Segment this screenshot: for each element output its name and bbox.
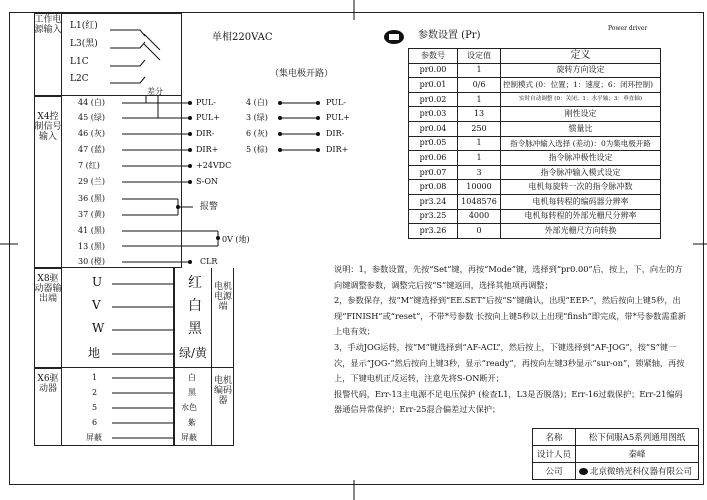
param-no: pr0.03 bbox=[409, 107, 458, 122]
table-row bbox=[409, 121, 661, 136]
note-2: 2，参数保存，按“M”键选择到“EE.SET”后按“S”键确认，出现“EEP-”，然后按向上键5秒，出现“FINISH”或“reset”，不带*号参数 长按向上键5秒以上出现“finsh”即完成，带*号参数需重新上电有效； bbox=[334, 295, 686, 337]
sig-dir-pos: DIR+ bbox=[196, 145, 219, 154]
param-value: 1 bbox=[458, 136, 501, 151]
pin-45: 45 (绿) bbox=[78, 113, 105, 122]
enc-pin-shield: 屏蔽 bbox=[86, 433, 102, 442]
pin-13: 13 (黑) bbox=[78, 242, 105, 251]
sig-clr: CLR bbox=[200, 257, 218, 266]
power-wiring bbox=[100, 20, 220, 90]
pin-l2c: L2C bbox=[70, 74, 89, 84]
param-def: 电机每旋转一次的指令脉冲数 bbox=[501, 180, 661, 195]
oc-sig-dir-pos: DIR+ bbox=[326, 145, 349, 154]
enc-pin-6: 6 bbox=[92, 418, 98, 427]
pin-37: 37 (黄) bbox=[78, 210, 105, 219]
param-value: 0 bbox=[458, 224, 501, 239]
encoder-side-label: 电机编码器 bbox=[213, 376, 232, 407]
pin-41: 41 (黑) bbox=[78, 226, 105, 235]
notes-block bbox=[334, 262, 690, 418]
param-no: pr0.00 bbox=[409, 63, 458, 78]
param-def: 指令脉冲输入模式设定 bbox=[501, 165, 661, 180]
param-def: 控制模式 (0：位置；1：速度；6：闭环控制) bbox=[501, 78, 661, 93]
param-no: pr0.05 bbox=[409, 136, 458, 151]
enc-cyan: 水色 bbox=[181, 403, 197, 412]
param-value: 1 bbox=[458, 151, 501, 166]
x4-power-title: 工作电源输入 bbox=[34, 15, 62, 36]
title-block bbox=[532, 428, 699, 480]
table-row bbox=[409, 78, 661, 93]
param-def: 指令脉冲输入选择 (差动)：0为集电极开路 bbox=[501, 136, 661, 151]
param-value: 4000 bbox=[458, 209, 501, 224]
table-row bbox=[409, 194, 661, 209]
sig-0v: 0V (地) bbox=[222, 235, 250, 244]
name-label: 名称 bbox=[533, 429, 576, 446]
oc-pin-3: 3 (绿) bbox=[246, 113, 268, 122]
motor-v: V bbox=[92, 298, 101, 312]
table-row bbox=[409, 107, 661, 122]
param-def: 刚性设定 bbox=[501, 107, 661, 122]
sig-dir-neg: DIR- bbox=[196, 129, 215, 138]
param-value: 10000 bbox=[458, 180, 501, 195]
oc-pin-5: 5 (棕) bbox=[246, 145, 268, 154]
param-value: 0/6 bbox=[458, 78, 501, 93]
pin-29: 29 (兰) bbox=[78, 177, 105, 186]
pin-44: 44 (白) bbox=[78, 98, 105, 107]
table-row bbox=[409, 180, 661, 195]
table-row bbox=[409, 165, 661, 180]
x4-signal-title: X4控制信号输入 bbox=[34, 112, 62, 143]
drawing-name: 松下伺服A5系列通用图纸 bbox=[576, 429, 699, 446]
company-cell bbox=[576, 463, 699, 480]
diff-label: 差分 bbox=[147, 87, 163, 96]
table-row bbox=[409, 224, 661, 239]
pin-l1: L1(红) bbox=[70, 21, 98, 31]
param-no: pr3.25 bbox=[409, 209, 458, 224]
table-row bbox=[409, 92, 661, 107]
note-3: 3，手动JOG运转，按“M”键选择到“AF-ACL”，然后按上，下键选择到“AF-JOG”，按“S”键一次，显示“JOG-”然后按向上键3秒，显示“ready”，再按向左键3秒显示“sur-on”，锁紧轴，再按上，下键电机正反运转，注意先将S-ON断开； bbox=[334, 341, 685, 384]
designer-name: 秦峰 bbox=[576, 446, 699, 463]
enc-pin-5: 5 bbox=[92, 403, 98, 412]
pin-30: 30 (橙) bbox=[78, 257, 105, 266]
table-row bbox=[409, 63, 661, 78]
designer-label: 设计人员 bbox=[533, 446, 576, 463]
table-row bbox=[409, 209, 661, 224]
param-no: pr0.01 bbox=[409, 78, 458, 93]
motor-white: 白 bbox=[188, 298, 202, 314]
motor-black: 黑 bbox=[188, 321, 202, 337]
param-no: pr3.24 bbox=[409, 194, 458, 209]
param-value: 1 bbox=[458, 63, 501, 78]
company-label: 公司 bbox=[533, 463, 576, 480]
note-4: 报警代码，Err-13主电源不足电压保护 (检查L1，L3是否脱落)；Err-16过载保护；Err-21编码器通信异常保护；Err-25混合偏差过大保护； bbox=[334, 388, 683, 415]
x6-title: X6驱动器 bbox=[37, 374, 59, 395]
param-value: 13 bbox=[458, 107, 501, 122]
table-row bbox=[409, 136, 661, 151]
enc-pin-1: 1 bbox=[92, 373, 98, 382]
param-no: pr0.07 bbox=[409, 165, 458, 180]
col-definition: 定义 bbox=[501, 49, 661, 64]
param-def: 电机每转程的编码器分辨率 bbox=[501, 194, 661, 209]
param-value: 1048576 bbox=[458, 194, 501, 209]
open-collector-label: （集电极开路） bbox=[270, 69, 334, 79]
motor-ground: 地 bbox=[88, 346, 101, 360]
pin-7: 7 (红) bbox=[78, 161, 100, 170]
motor-u: U bbox=[92, 275, 103, 289]
param-no: pr0.06 bbox=[409, 151, 458, 166]
note-1: 说明：1，参数设置，先按“Set”键，再按“Mode”键，选择到“pr0.00”后，按上，下，向左的方向键调整参数，调整完后按“S”键返回，选择其他项再调整； bbox=[334, 264, 683, 290]
sig-pul-neg: PUL- bbox=[196, 98, 216, 107]
oc-sig-pul-neg: PUL- bbox=[326, 98, 346, 107]
sig-alarm: 报警 bbox=[200, 202, 219, 212]
param-def: 实时自动调整 (0：关闭；1：水平轴；3：垂直轴) bbox=[501, 92, 661, 107]
param-def: 指令脉冲极性设定 bbox=[501, 151, 661, 166]
sig-pul-pos: PUL+ bbox=[196, 113, 220, 122]
param-no: pr3.26 bbox=[409, 224, 458, 239]
enc-pin-2: 2 bbox=[92, 388, 98, 397]
param-no: pr0.02 bbox=[409, 92, 458, 107]
col-value: 设定值 bbox=[458, 49, 501, 64]
oc-pin-4: 4 (白) bbox=[246, 98, 268, 107]
param-def: 惯量比 bbox=[501, 121, 661, 136]
encoder-wiring bbox=[108, 368, 178, 446]
motor-red: 红 bbox=[188, 275, 202, 291]
oc-sig-dir-neg: DIR- bbox=[326, 129, 345, 138]
company-name: 北京微纳光科仪器有限公司 bbox=[590, 467, 693, 477]
motor-side-label: 电机电源端 bbox=[213, 282, 232, 313]
param-value: 250 bbox=[458, 121, 501, 136]
param-no: pr0.08 bbox=[409, 180, 458, 195]
pin-36: 36 (黑) bbox=[78, 194, 105, 203]
enc-black: 黑 bbox=[188, 388, 196, 397]
motor-wiring bbox=[108, 268, 178, 368]
company-logo-icon bbox=[579, 468, 588, 475]
enc-white: 白 bbox=[188, 373, 196, 382]
panasonic-logo-icon bbox=[383, 29, 405, 45]
pin-46: 46 (灰) bbox=[78, 129, 105, 138]
sig-son: S-ON bbox=[196, 177, 219, 186]
pin-47: 47 (蓝) bbox=[78, 145, 105, 154]
col-param-no: 参数号 bbox=[409, 49, 458, 64]
param-value: 1 bbox=[458, 92, 501, 107]
param-table bbox=[408, 48, 661, 239]
param-no: pr0.04 bbox=[409, 121, 458, 136]
motor-green-yellow: 绿/黄 bbox=[179, 346, 208, 360]
pin-l1c: L1C bbox=[70, 57, 89, 67]
oc-pin-6: 6 (灰) bbox=[246, 129, 268, 138]
enc-shield: 屏蔽 bbox=[181, 433, 197, 442]
supply-note: 单相220VAC bbox=[212, 32, 273, 43]
param-heading: 参数设置 (Pr) bbox=[418, 30, 481, 41]
param-value: 3 bbox=[458, 165, 501, 180]
param-def: 旋转方向设定 bbox=[501, 63, 661, 78]
table-row bbox=[409, 151, 661, 166]
oc-sig-pul-pos: PUL+ bbox=[326, 113, 350, 122]
param-header-row bbox=[409, 49, 661, 64]
x8-title: X8驱动器输出端 bbox=[34, 274, 62, 305]
param-def: 电机每转程的外部光栅尺分辨率 bbox=[501, 209, 661, 224]
param-def: 外部光栅尺方向转换 bbox=[501, 224, 661, 239]
param-tag: Power driver bbox=[608, 25, 648, 32]
motor-w: W bbox=[92, 321, 105, 335]
pin-l3: L3(黑) bbox=[70, 39, 98, 49]
enc-purple: 紫 bbox=[188, 418, 196, 427]
sig-24vdc: +24VDC bbox=[196, 161, 232, 170]
